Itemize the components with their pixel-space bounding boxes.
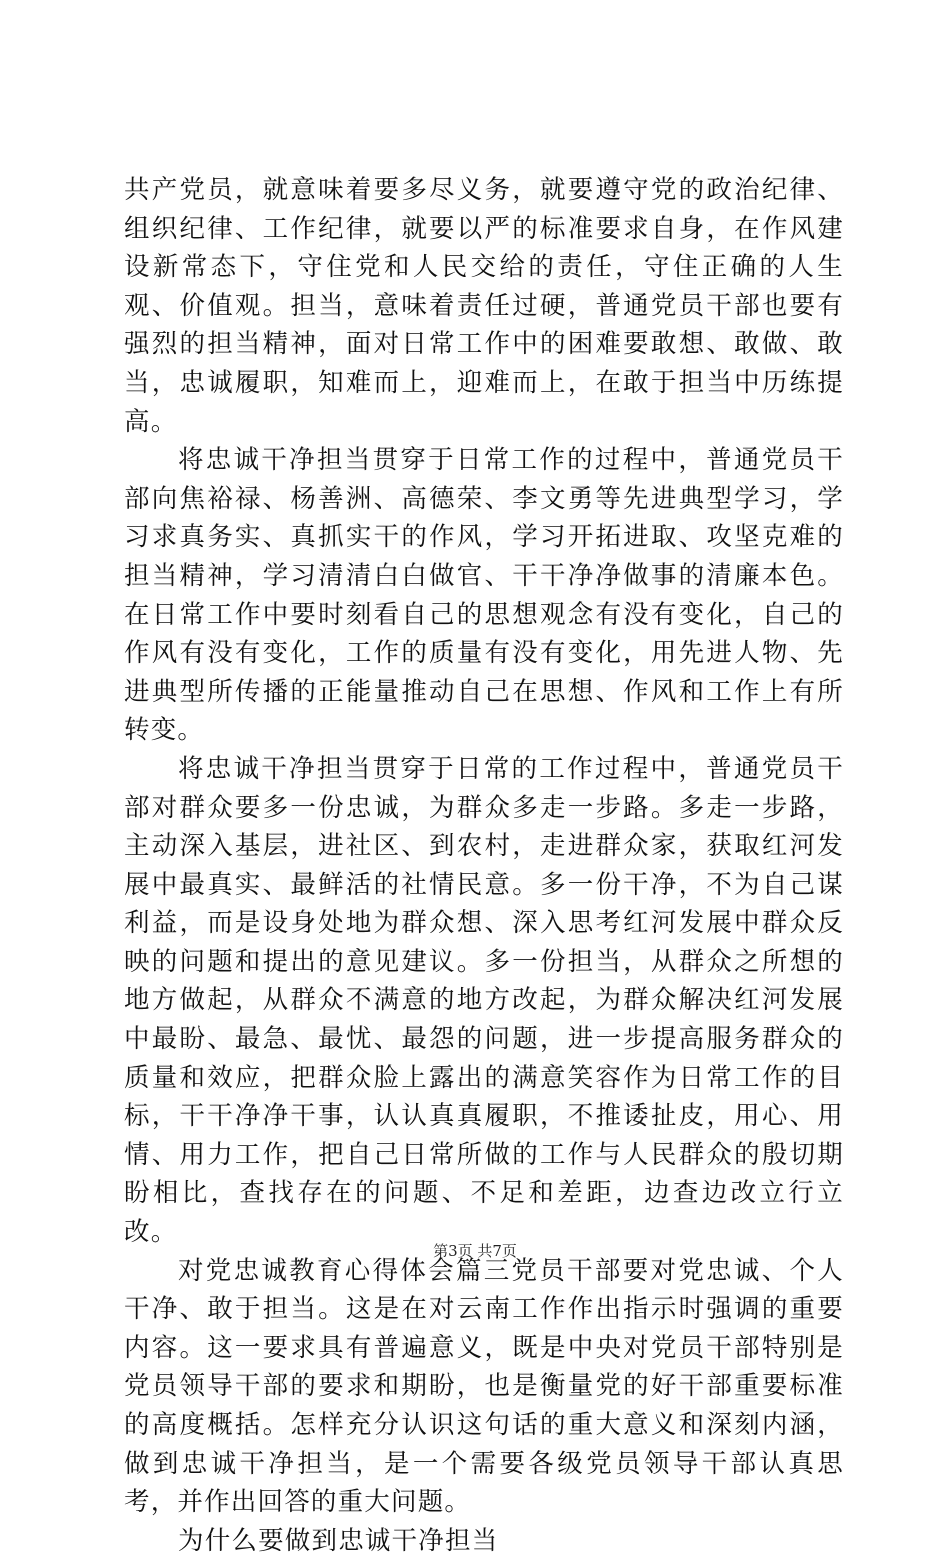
paragraph: 对党忠诚教育心得体会篇三党员干部要对党忠诚、个人干净、敢于担当。这是在对云南工作作出指示时强调的重要内容。这一要求具有普遍意义，既是中央对党员干部特别是党员领导干部的要求和期盼，也是衡量党的好干部重要标准的高度概括。怎样充分认识这句话的重大意义和深刻内涵，做到忠诚干净担当，是一个需要各级党员领导干部认真思考，并作出回答的重大问题。 (124, 1255, 844, 1518)
paragraph: 将忠诚干净担当贯穿于日常的工作过程中，普通党员干部对群众要多一份忠诚，为群众多走一步路。多走一步路，主动深入基层，进社区、到农村，走进群众家，获取红河发展中最真实、最鲜活的社情民意。多一份干净，不为自己谋利益，而是设身处地为群众想、深入思考红河发展中群众反映的问题和提出的意见建议。多一份担当，从群众之所想的地方做起，从群众不满意的地方改起，为群众解决红河发展中最盼、最急、最忧、最怨的问题，进一步提高服务群众的质量和效应，把群众脸上露出的满意笑容作为日常工作的目标，干干净净干事，认认真真履职，不推诿扯皮，用心、用情、用力工作，把自己日常所做的工作与人民群众的殷切期盼相比，查找存在的问题、不足和差距，边查边改立行立改。 (124, 753, 844, 1248)
paragraph-continuation: 共产党员，就意味着要多尽义务，就要遵守党的政治纪律、组织纪律、工作纪律，就要以严的标准要求自身，在作风建设新常态下，守住党和人民交给的责任，守住正确的人生观、价值观。担当，意味着责任过硬，普通党员干部也要有强烈的担当精神，面对日常工作中的困难要敢想、敢做、敢当，忠诚履职，知难而上，迎难而上，在敢于担当中历练提高。 (124, 175, 844, 437)
paragraph: 将忠诚干净担当贯穿于日常工作的过程中，普通党员干部向焦裕禄、杨善洲、高德荣、李文勇等先进典型学习，学习求真务实、真抓实干的作风，学习开拓进取、攻坚克难的担当精神，学习清清白白做官、干干净净做事的清廉本色。在日常工作中要时刻看自己的思想观念有没有变化，自己的作风有没有变化，工作的质量有没有变化，用先进人物、先进典型所传播的正能量推动自己在思想、作风和工作上有所转变。 (124, 445, 844, 746)
document-body (124, 171, 844, 1560)
section-question-heading: 为什么要做到忠诚干净担当 (178, 1525, 499, 1556)
page-number-footer: 第3页 共7页 (433, 1242, 517, 1260)
